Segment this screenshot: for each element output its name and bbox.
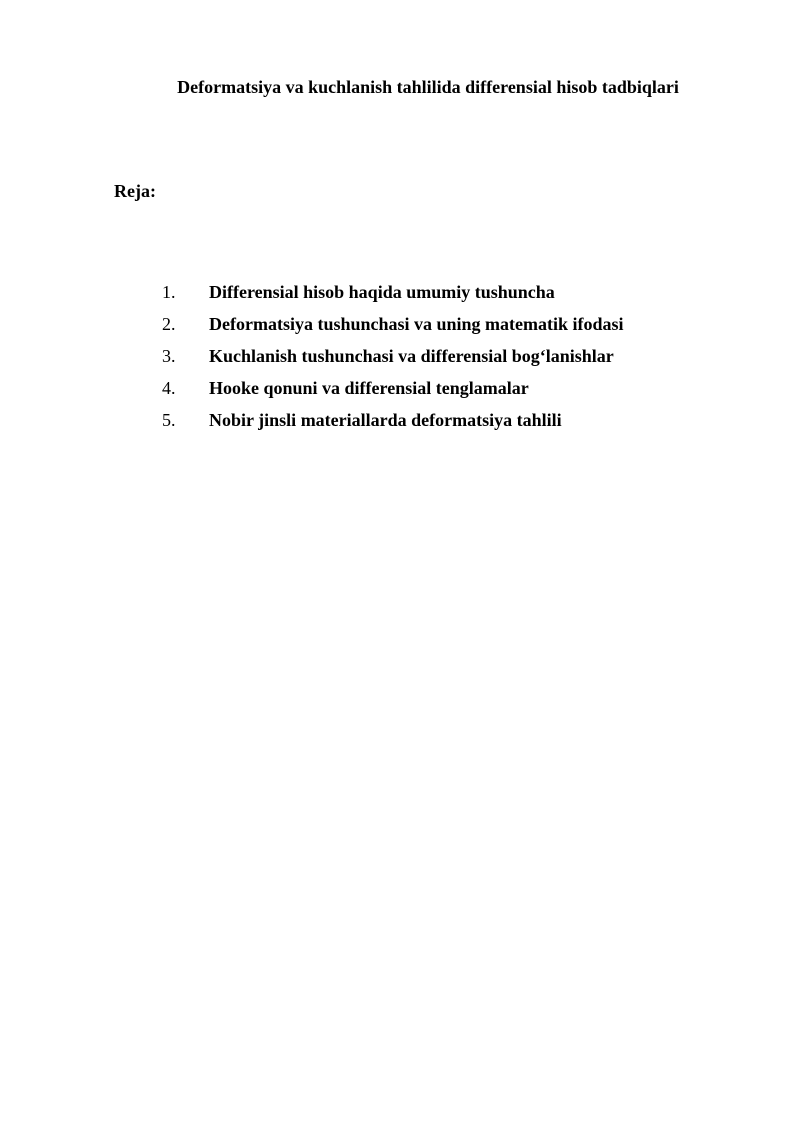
list-item-text: Nobir jinsli materiallarda deformatsiya tahlili [209, 410, 562, 430]
plan-list [0, 281, 800, 441]
list-item-number: 1. [162, 282, 176, 302]
document-title: Deformatsiya va kuchlanish tahlilida differensial hisob tadbiqlari [177, 77, 679, 97]
list-item [0, 409, 800, 441]
list-item-number: 3. [162, 346, 176, 366]
list-item [0, 281, 800, 313]
list-item-text: Kuchlanish tushunchasi va differensial bog‘lanishlar [209, 346, 614, 366]
list-item [0, 345, 800, 377]
list-item-number: 5. [162, 410, 176, 430]
list-item-number: 4. [162, 378, 176, 398]
list-item-number: 2. [162, 314, 176, 334]
list-item-text: Differensial hisob haqida umumiy tushuncha [209, 282, 555, 302]
list-item [0, 313, 800, 345]
list-item [0, 377, 800, 409]
list-item-text: Deformatsiya tushunchasi va uning matematik ifodasi [209, 314, 624, 334]
list-item-text: Hooke qonuni va differensial tenglamalar [209, 378, 529, 398]
plan-heading: Reja: [114, 181, 156, 201]
